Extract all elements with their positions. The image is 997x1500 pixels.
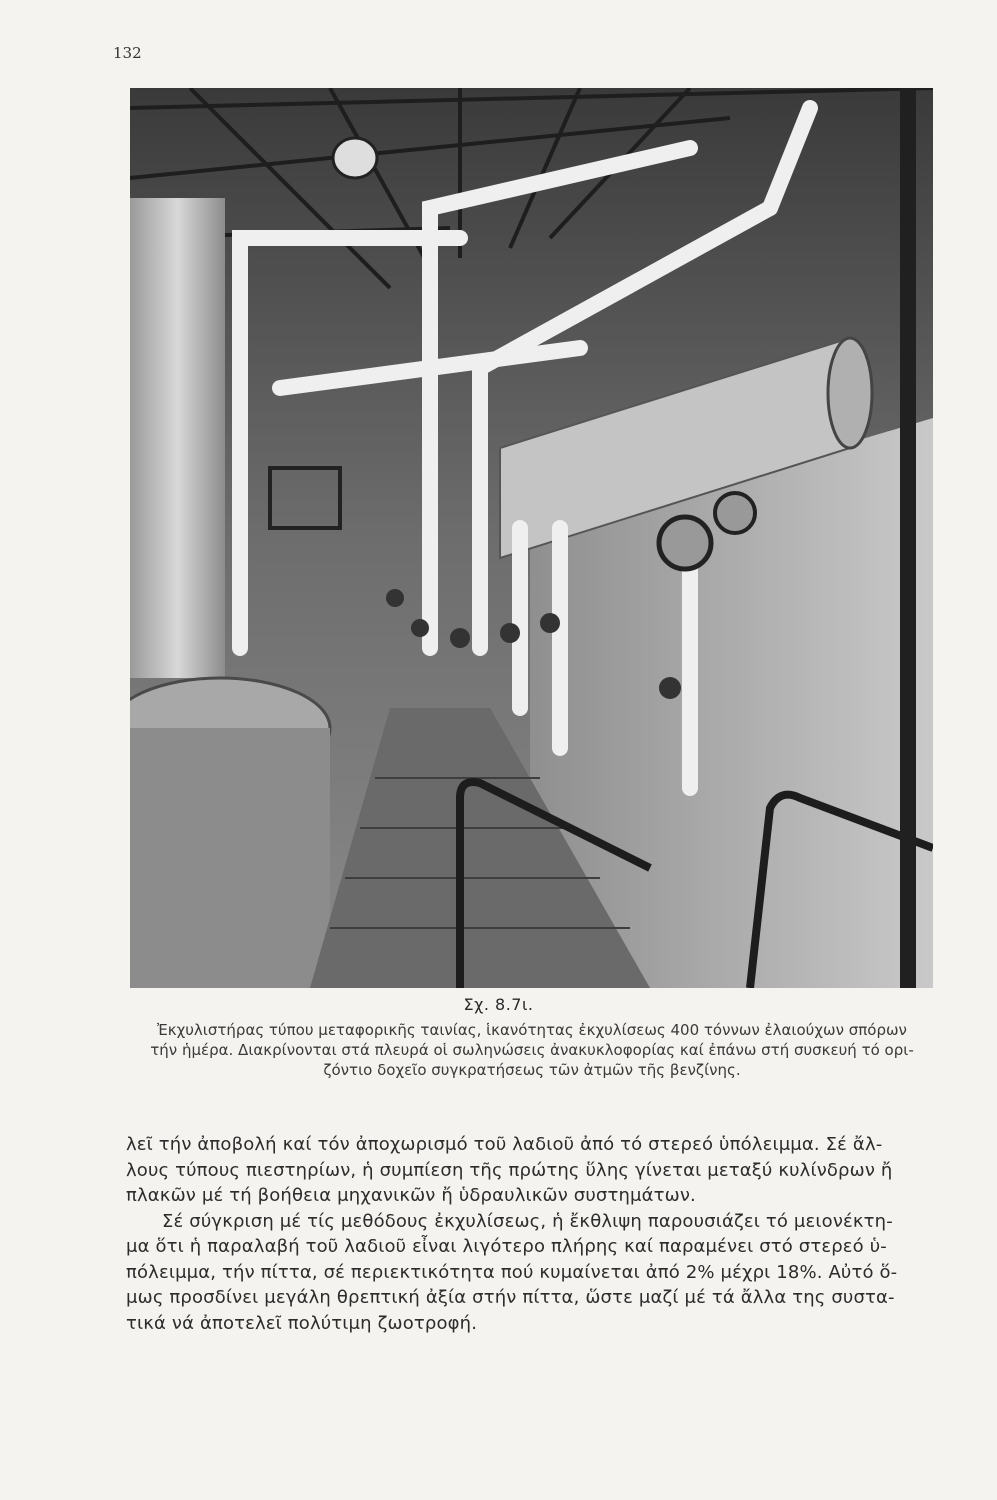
caption-line: τήν ἡμέρα. Διακρίνονται στά πλευρά οἱ σωληνώσεις ἀνακυκλοφορίας καί ἐπάνω στή συσκευή τό ορι-: [150, 1041, 914, 1059]
page-number: 132: [113, 44, 142, 62]
caption-line: ζόντιο δοχεῖο συγκρατήσεως τῶν ἀτμῶν τῆς βενζίνης.: [323, 1061, 741, 1079]
body-line: Σέ σύγκριση μέ τίς μεθόδους ἐκχυλίσεως, ἡ ἔκθλιψη παρουσιάζει τό μειονέκτη-: [162, 1210, 893, 1232]
body-line: τικά νά ἀποτελεῖ πολύτιμη ζωοτροφή.: [126, 1312, 478, 1334]
body-line: μως προσδίνει μεγάλη θρεπτική ἀξία στήν πίττα, ὥστε μαζί μέ τά ἄλλα της συστα-: [126, 1287, 895, 1308]
body-line: μα ὅτι ἡ παραλαβή τοῦ λαδιοῦ εἶναι λιγότερο πλήρης καί παραμένει στό στερεό ὑ-: [126, 1236, 887, 1257]
figure-label: Σχ. 8.7ι.: [463, 995, 534, 1014]
body-line: πλακῶν μέ τή βοήθεια μηχανικῶν ἤ ὑδραυλικῶν συστημάτων.: [126, 1185, 696, 1206]
extractor-plant-photo: [130, 88, 933, 988]
body-line: λους τύπους πιεστηρίων, ἡ συμπίεση τῆς πρώτης ὕλης γίνεται μεταξύ κυλίνδρων ἤ: [126, 1159, 893, 1181]
body-text: [126, 1132, 938, 1336]
body-line: λεῖ τήν ἀποβολή καί τόν ἀποχωρισμό τοῦ λαδιοῦ ἀπό τό στερεό ὑπόλειμμα. Σέ ἄλ-: [126, 1134, 883, 1155]
caption-line: Ἐκχυλιστήρας τύπου μεταφορικῆς ταινίας, ἱκανότητας ἐκχυλίσεως 400 τόννων ἐλαιούχων σπόρων: [157, 1021, 907, 1039]
figure-caption: [128, 1020, 936, 1080]
body-line: πόλειμμα, τήν πίττα, σέ περιεκτικότητα πού κυμαίνεται ἀπό 2% μέχρι 18%. Αὐτό ὅ-: [126, 1261, 898, 1283]
figure-photo: [130, 88, 933, 988]
